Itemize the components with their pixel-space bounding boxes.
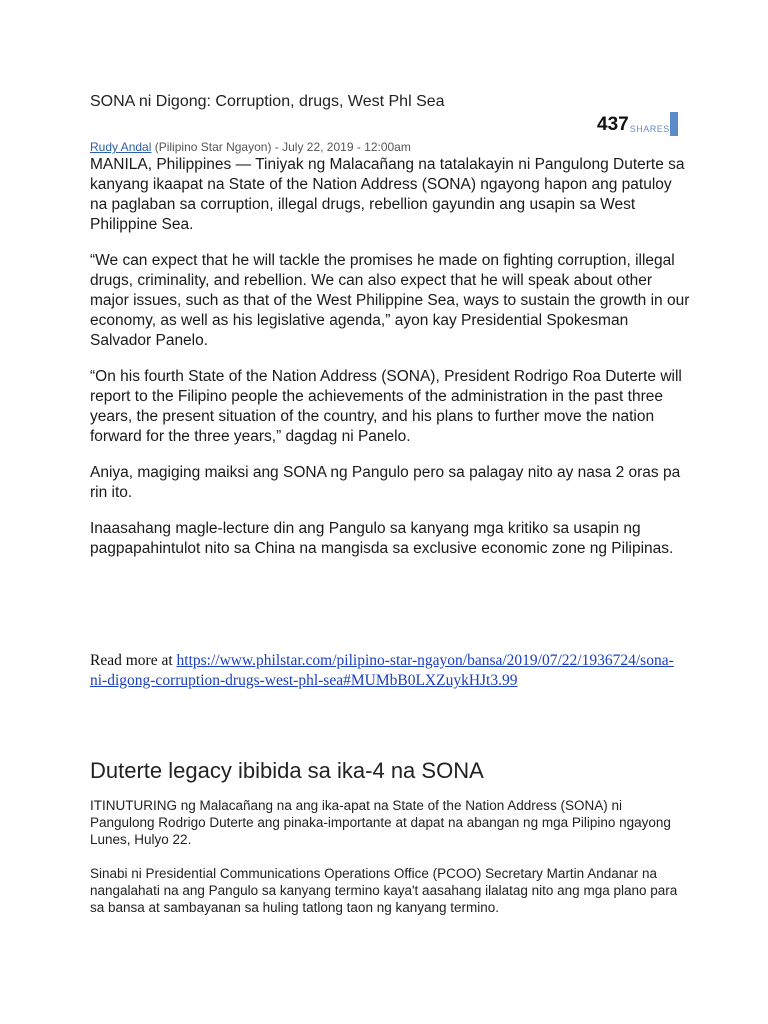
paragraph: “We can expect that he will tackle the promises he made on fighting corruption, illegal drugs, criminality, and rebellion. We can also expect that he will speak about other major issues, such as that of the West Philippine Sea, ways to sustain the growth in our economy, as well as his legislative agenda,” ayon kay Presidential Spokesman Salvador Panelo.: [90, 252, 690, 349]
share-count: 437: [597, 114, 629, 135]
paragraph: Sinabi ni Presidential Communications Operations Office (PCOO) Secretary Martin Andanar na nangalahati na ang Pangulo sa kanyang termino kaya't aasahang ilalatag nito ang mga plano para sa bansa at sambayanan sa huling tatlong taon ng kanyang termino.: [90, 866, 678, 915]
second-article-body: [90, 797, 690, 933]
paragraph: “On his fourth State of the Nation Address (SONA), President Rodrigo Roa Duterte will report to the Filipino people the achievements of the administration in the past three years, the present situation of the country, and his plans to further move the nation forward for the three years,” dagdag ni Panelo.: [90, 368, 682, 445]
paragraph: Aniya, magiging maiksi ang SONA ng Pangulo pero sa palagay nito ay nasa 2 oras pa rin ito.: [90, 464, 681, 501]
share-label: SHARES: [629, 124, 670, 134]
byline-meta: (Pilipino Star Ngayon) - July 22, 2019 - 12:00am: [151, 140, 411, 154]
read-more: [90, 651, 690, 691]
read-more-link[interactable]: https://www.philstar.com/pilipino-star-ngayon/bansa/2019/07/22/1936724/sona-ni-digong-corruption-drugs-west-phl-sea#MUMbB0LXZuykHJt3.99: [90, 652, 674, 689]
share-bar-icon: [670, 112, 678, 136]
read-more-label: Read more at: [90, 652, 177, 669]
author-link[interactable]: Rudy Andal: [90, 140, 152, 154]
paragraph: ITINUTURING ng Malacañang na ang ika-apat na State of the Nation Address (SONA) ni Pangulong Rodrigo Duterte ang pinaka-importante at dapat na abangan ng mga Pilipino ngayong Lunes, Hulyo 22.: [90, 798, 671, 847]
article-body: [90, 155, 690, 575]
paragraph: MANILA, Philippines — Tiniyak ng Malacañang na tatalakayin ni Pangulong Duterte sa kanyang ikaapat na State of the Nation Address (SONA) ngayong hapon ang patuloy na paglaban sa corruption, illegal drugs, rebellion gayundin ang usapin sa West Philippine Sea.: [90, 156, 685, 233]
article-headline: SONA ni Digong: Corruption, drugs, West Phl Sea: [90, 93, 445, 110]
byline: [90, 140, 411, 154]
second-headline: Duterte legacy ibibida sa ika-4 na SONA: [90, 758, 484, 783]
paragraph: Inaasahang magle-lecture din ang Pangulo sa kanyang mga kritiko sa usapin ng pagpapahintulot nito sa China na mangisda sa exclusive economic zone ng Pilipinas.: [90, 520, 674, 557]
share-counter[interactable]: [597, 112, 678, 136]
